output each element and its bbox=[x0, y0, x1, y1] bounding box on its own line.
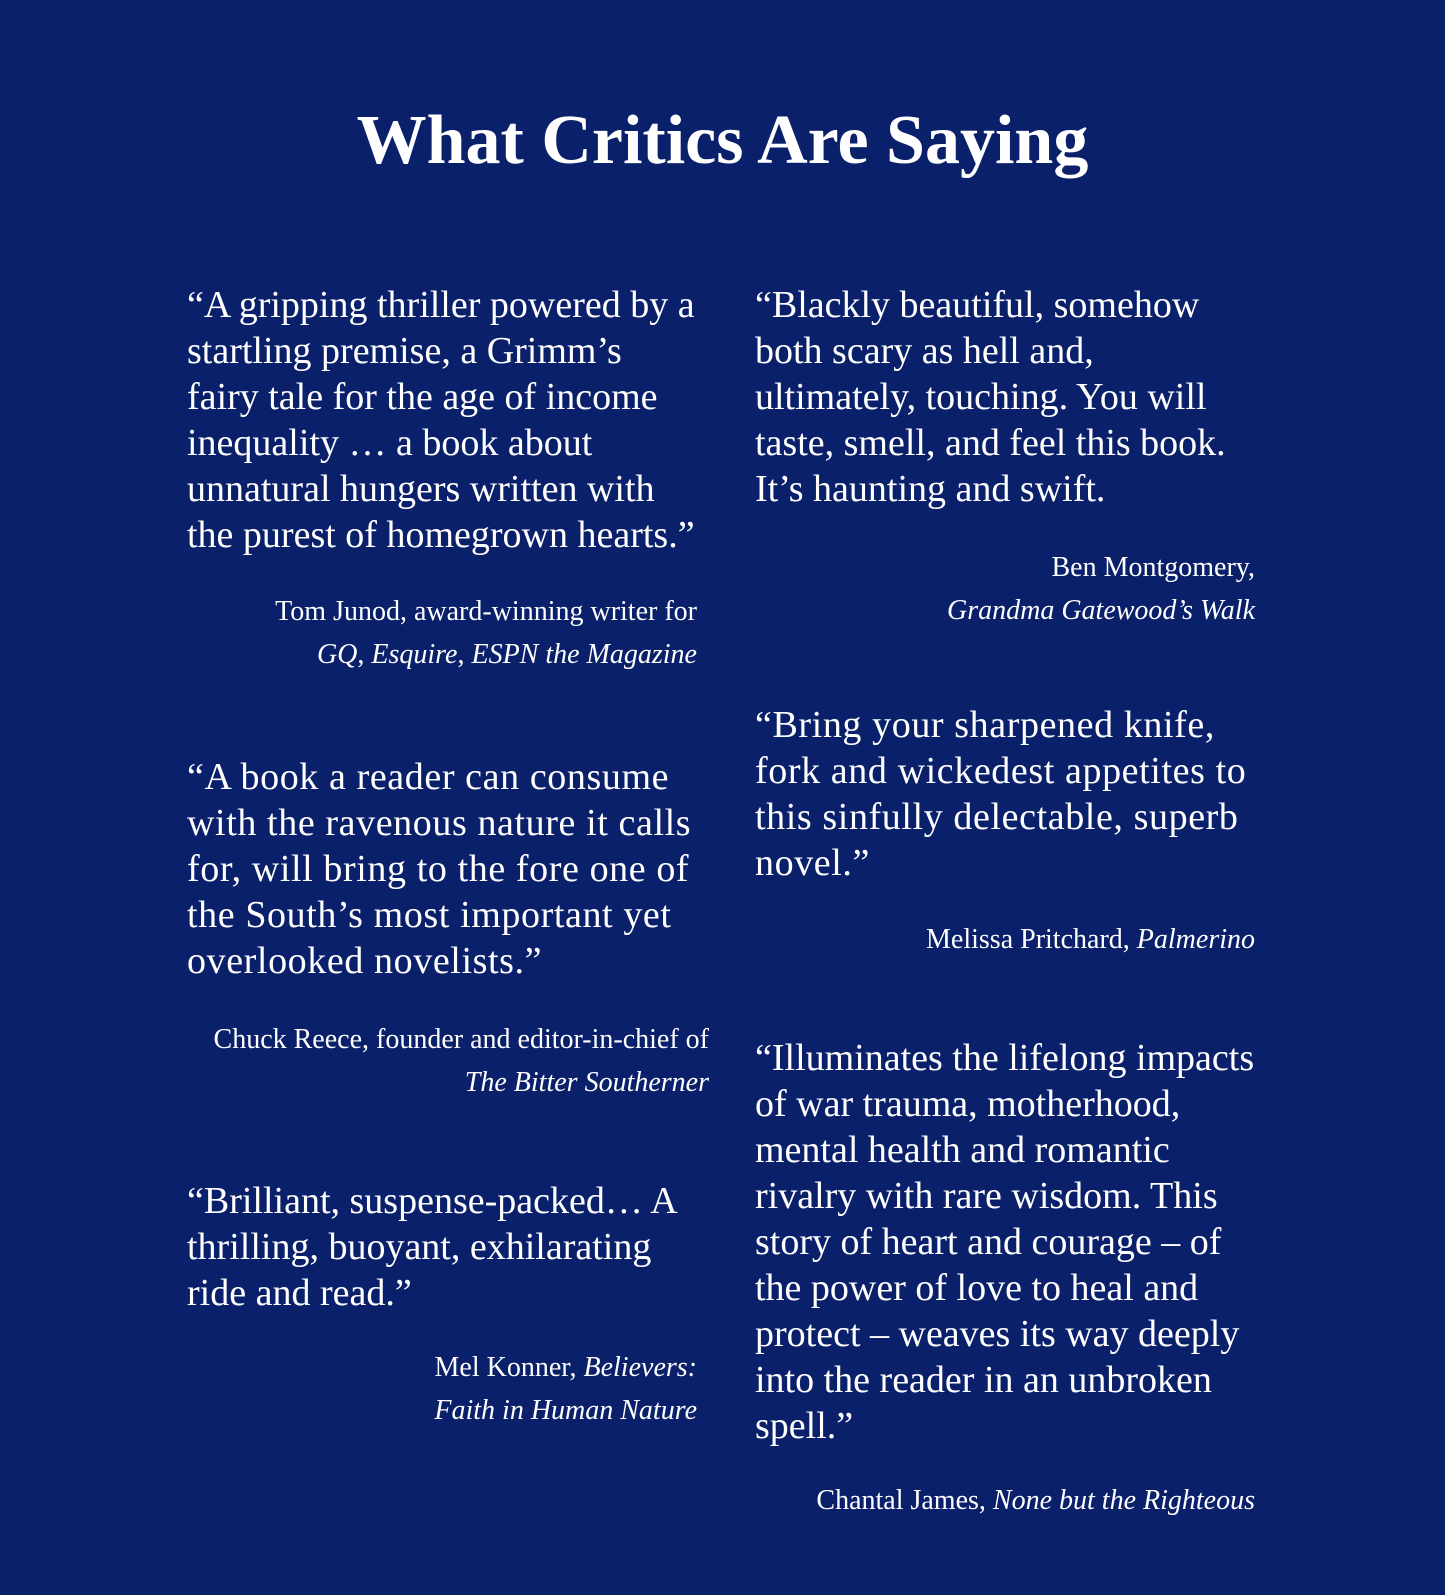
review-attribution bbox=[755, 1479, 1255, 1522]
attribution-source: Grandma Gatewood’s Walk bbox=[946, 595, 1255, 626]
attribution-source: Esquire bbox=[371, 639, 458, 670]
attribution-source: GQ bbox=[316, 639, 358, 670]
review-quote: “Brilliant, suspense-packed… A thrilling, buoyant, exhilarating ride and read.” bbox=[187, 1180, 676, 1314]
reviews-left-column bbox=[187, 282, 709, 1432]
review-quote: “Blackly beautiful, somehow both scary as hell and, ultimately, touching. You will taste, smell, and feel this book. It’s haunting and swift. bbox=[755, 284, 1226, 510]
reviews-right-column bbox=[755, 282, 1277, 1522]
attribution-source: Palmerino bbox=[1136, 924, 1255, 955]
attribution-author: Chuck Reece, founder and editor-in-chief of bbox=[213, 1024, 709, 1055]
attribution-author: Ben Montgomery, bbox=[1051, 552, 1255, 583]
review-quote: “Illuminates the lifelong impacts of war trauma, motherhood, mental health and romantic rivalry with rare wisdom. This story of heart and courage – of the power of love to heal and protect – weaves its way deeply into the reader in an unbroken spell.” bbox=[755, 1037, 1255, 1447]
review-chuck-reece bbox=[187, 754, 709, 1104]
review-attribution bbox=[187, 1346, 697, 1432]
attribution-source: ESPN the Magazine bbox=[471, 639, 697, 670]
review-tom-junod bbox=[187, 282, 697, 676]
review-ben-montgomery bbox=[755, 282, 1255, 632]
review-quote: “A gripping thriller powered by a startling premise, a Grimm’s fairy tale for the age of income inequality … a book about unnatural hungers written with the purest of homegrown hearts.” bbox=[187, 284, 695, 556]
review-quote: “A book a reader can consume with the ravenous nature it calls for, will bring to the fore one of the South’s most important yet overlooked novelists.” bbox=[187, 756, 692, 982]
attribution-source: Believers: Faith in Human Nature bbox=[434, 1352, 697, 1426]
attribution-source: None but the Righteous bbox=[992, 1485, 1255, 1516]
review-mel-konner bbox=[187, 1178, 697, 1432]
attribution-author: Mel Konner, bbox=[434, 1352, 577, 1383]
review-attribution bbox=[187, 1018, 709, 1104]
attribution-author: Tom Junod, award-winning writer for bbox=[275, 596, 697, 627]
page-title: What Critics Are Saying bbox=[356, 102, 1089, 179]
attribution-separator: , bbox=[457, 639, 472, 670]
attribution-separator: , bbox=[357, 639, 372, 670]
attribution-author: Melissa Pritchard, bbox=[926, 924, 1130, 955]
review-chantal-james bbox=[755, 1035, 1255, 1522]
review-quote: “Bring your sharpened knife, fork and wickedest appetites to this sinfully delectable, superb novel.” bbox=[755, 704, 1247, 884]
review-attribution bbox=[755, 918, 1255, 961]
review-melissa-pritchard bbox=[755, 702, 1255, 961]
attribution-author: Chantal James, bbox=[816, 1485, 986, 1516]
review-attribution bbox=[755, 546, 1255, 632]
attribution-source: The Bitter Southerner bbox=[464, 1067, 709, 1098]
review-attribution bbox=[187, 590, 697, 676]
